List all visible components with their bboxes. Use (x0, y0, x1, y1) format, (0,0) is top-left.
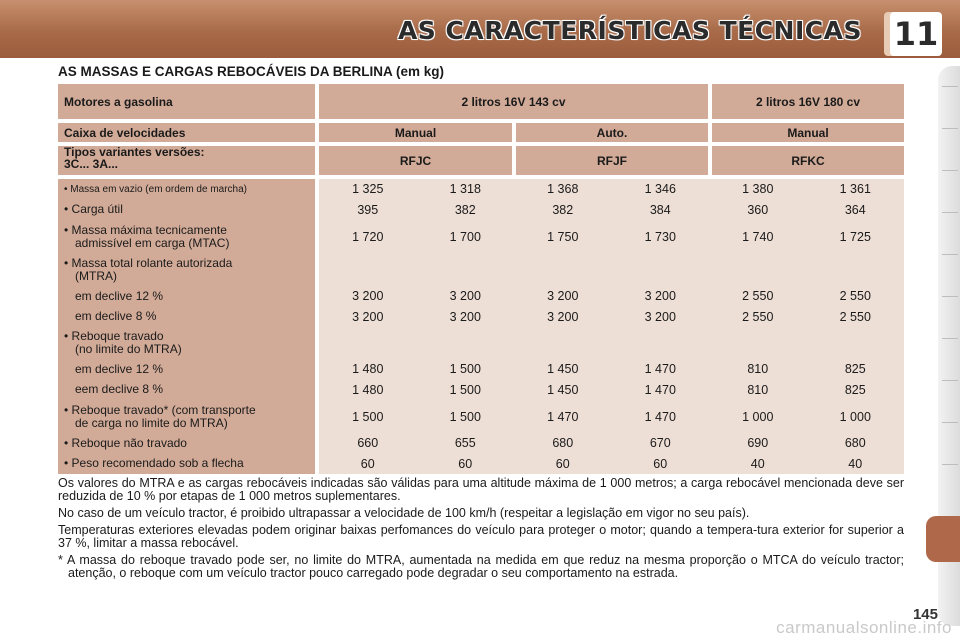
cell-value: 1 730 (644, 230, 676, 244)
cell-value: 825 (844, 382, 866, 397)
table-row (319, 199, 904, 220)
cell-value: 1 725 (839, 230, 871, 244)
variants-label (58, 146, 315, 175)
row-label: eem declive 8 % (75, 382, 164, 396)
cell-value: 1 325 (352, 182, 384, 196)
table-row-label (58, 433, 315, 453)
side-tab-divider (942, 338, 958, 339)
table-row-label (58, 400, 315, 433)
row-values-column (319, 179, 904, 474)
cell-value: 1 000 (742, 409, 774, 424)
table-row-label (58, 179, 315, 199)
engine-group-143: 2 litros 16V 143 cv (319, 84, 708, 119)
table-row-label (58, 220, 315, 254)
gearbox-header-row (58, 123, 904, 142)
gearbox-manual: Manual (319, 123, 512, 142)
table-row-label (58, 286, 315, 306)
gearbox-auto: Auto. (516, 123, 708, 142)
cell-value: 1 720 (352, 230, 384, 244)
row-label: • Massa em vazio (em ordem de marcha) (64, 183, 248, 195)
table-row (319, 327, 904, 359)
side-tab-divider (942, 422, 958, 423)
table-row (319, 220, 904, 254)
row-label: • Reboque travado (64, 329, 164, 343)
watermark: carmanualsonline.info (776, 618, 952, 637)
cell-value: 384 (649, 202, 671, 217)
cell-value: 1 470 (644, 382, 676, 397)
note-paragraph: Temperaturas exteriores elevadas podem originar baixas perfomances do veículo para proteger o motor; quando a tempera-tura exterior for superior a 37 %, limitar a massa rebocável. (58, 523, 904, 550)
chapter-banner (0, 0, 960, 58)
row-label-continued: admissível em carga (MTAC) (75, 236, 230, 250)
cell-value: 1 368 (547, 182, 579, 196)
cell-value: 1 470 (547, 409, 579, 424)
row-labels-column (58, 179, 315, 474)
cell-value: 1 470 (644, 362, 676, 376)
cell-value: 1 740 (742, 230, 774, 244)
cell-value: 670 (649, 436, 671, 450)
table-row-label (58, 359, 315, 379)
cell-value: 680 (552, 436, 574, 450)
table-row-label (58, 453, 315, 474)
cell-value: 1 500 (352, 409, 384, 424)
cell-value: 40 (750, 456, 765, 471)
table-row (319, 179, 904, 199)
table-row (319, 453, 904, 474)
table-row-label (58, 306, 315, 327)
masses-table (58, 84, 904, 474)
cell-value: 1 346 (644, 182, 676, 196)
gearbox-manual: Manual (712, 123, 904, 142)
cell-value: 1 450 (547, 362, 579, 376)
table-row (319, 433, 904, 453)
cell-value: 60 (458, 456, 473, 471)
cell-value: 1 500 (449, 362, 481, 376)
engine-group-180: 2 litros 16V 180 cv (712, 84, 904, 119)
variants-header-row (58, 146, 904, 175)
table-row-label (58, 254, 315, 286)
variant-code: RFKC (712, 146, 904, 175)
cell-value: 810 (747, 382, 769, 397)
side-tab-divider (942, 128, 958, 129)
cell-value: 382 (552, 202, 574, 217)
cell-value: 810 (747, 362, 769, 376)
chapter-number-badge: 11 (890, 12, 942, 56)
row-label: em declive 8 % (75, 309, 157, 323)
note-paragraph: Os valores do MTRA e as cargas rebocáveis indicadas são válidas para uma altitude máxima de 1 000 metros; a carga rebocável mencionada deve ser reduzida de 10 % por etapas de 1 000 metros suplementares. (58, 476, 904, 503)
chapter-title: AS CARACTERÍSTICAS TÉCNICAS (397, 16, 862, 45)
cell-value: 680 (844, 436, 866, 450)
cell-value: 364 (844, 202, 866, 217)
row-label: em declive 12 % (75, 361, 164, 376)
variants-label-line: Tipos variantes versões: (64, 145, 205, 159)
cell-value: 660 (357, 436, 379, 450)
row-label: • Carga útil (64, 202, 123, 216)
table-row (319, 359, 904, 379)
footnotes (58, 477, 904, 584)
cell-value: 1 470 (644, 409, 676, 424)
cell-value: 2 550 (742, 289, 774, 303)
cell-value: 3 200 (547, 289, 579, 303)
row-label: em declive 12 % (75, 288, 164, 303)
side-tab-divider (942, 296, 958, 297)
cell-value: 655 (454, 436, 476, 450)
row-label: • Peso recomendado sob a flecha (64, 456, 244, 470)
cell-value: 2 550 (839, 289, 871, 303)
cell-value: 3 200 (547, 309, 579, 324)
cell-value: 3 200 (644, 289, 676, 303)
cell-value: 690 (747, 436, 769, 450)
row-label: • Reboque não travado (64, 435, 187, 450)
cell-value: 60 (555, 456, 570, 471)
row-label: • Massa máxima tecnicamente (64, 223, 227, 237)
row-label: • Reboque travado* (com transporte (64, 402, 256, 417)
cell-value: 3 200 (449, 289, 481, 303)
cell-value: 1 380 (742, 182, 774, 196)
engine-label: Motores a gasolina (58, 84, 315, 119)
cell-value: 40 (848, 456, 863, 471)
cell-value: 395 (357, 202, 379, 217)
cell-value: 1 361 (839, 182, 871, 196)
side-tab-divider (942, 254, 958, 255)
page-number: 145 (912, 606, 938, 623)
table-row (319, 286, 904, 306)
cell-value: 3 200 (352, 309, 384, 324)
side-tab-current-chapter[interactable] (926, 516, 960, 562)
cell-value: 2 550 (742, 309, 774, 324)
cell-value: 1 450 (547, 382, 579, 397)
note-paragraph: No caso de um veículo tractor, é proibido ultrapassar a velocidade de 100 km/h (respeitar a legislação em vigor no seu país). (58, 506, 750, 520)
cell-value: 1 500 (449, 382, 481, 397)
variant-code: RFJF (516, 146, 708, 175)
cell-value: 3 200 (352, 289, 384, 303)
table-row (319, 379, 904, 400)
table-row-label (58, 379, 315, 400)
cell-value: 1 500 (449, 409, 481, 424)
cell-value: 2 550 (839, 309, 871, 324)
cell-value: 382 (454, 202, 476, 217)
table-row-label (58, 327, 315, 359)
side-tab-divider (942, 212, 958, 213)
table-row (319, 254, 904, 286)
side-tab-divider (942, 170, 958, 171)
gearbox-label: Caixa de velocidades (58, 123, 315, 142)
cell-value: 3 200 (449, 309, 481, 324)
section-title: AS MASSAS E CARGAS REBOCÁVEIS DA BERLINA (em kg) (58, 64, 445, 79)
row-label-continued: de carga no limite do MTRA) (75, 415, 228, 430)
table-row (319, 306, 904, 327)
cell-value: 1 480 (352, 382, 384, 397)
cell-value: 1 480 (352, 362, 384, 376)
variant-code: RFJC (319, 146, 512, 175)
side-tab-divider (942, 380, 958, 381)
cell-value: 1 000 (839, 409, 871, 424)
side-tab-divider (942, 86, 958, 87)
cell-value: 825 (844, 362, 866, 376)
table-row-label (58, 199, 315, 220)
row-label-continued: (no limite do MTRA) (75, 342, 182, 356)
cell-value: 1 750 (547, 230, 579, 244)
side-tab-divider (942, 464, 958, 465)
row-label: • Massa total rolante autorizada (64, 256, 233, 270)
cell-value: 3 200 (644, 309, 676, 324)
cell-value: 60 (360, 456, 375, 471)
cell-value: 60 (653, 456, 668, 471)
variants-label-line: 3C... 3A... (64, 157, 119, 171)
row-label-continued: (MTRA) (75, 269, 117, 283)
engine-header-row (58, 84, 904, 119)
cell-value: 1 318 (449, 182, 481, 196)
cell-value: 1 700 (449, 230, 481, 244)
table-body (58, 179, 904, 474)
cell-value: 360 (747, 202, 769, 217)
table-row (319, 400, 904, 433)
note-paragraph: * A massa do reboque travado pode ser, no limite do MTRA, aumentada na medida em que reduz na mesma proporção o MTCA do veículo tractor; atenção, o reboque com um veículo tractor pouco carregado pode degradar o seu comportamento na estrada. (58, 553, 904, 580)
